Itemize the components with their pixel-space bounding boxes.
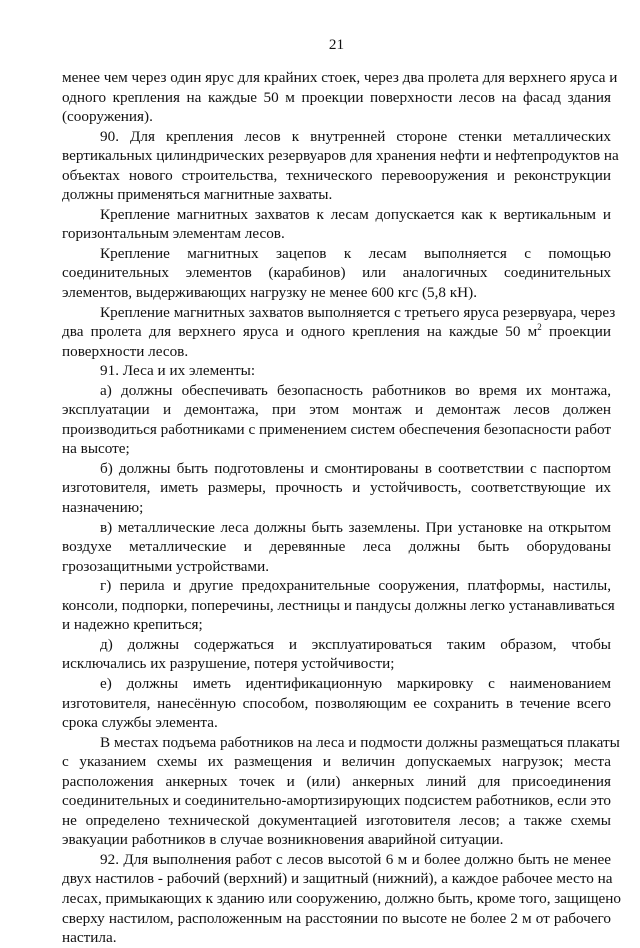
text-line: исключались их разрушение, потеря устойчивости; bbox=[62, 655, 395, 673]
text-line: на высоте; bbox=[62, 440, 130, 458]
text-line: два пролета для верхнего яруса и одного крепления на каждые 50 $м^2$ проекции bbox=[62, 322, 611, 341]
text-line: б) должны быть подготовлены и смонтированы в соответствии с паспортом bbox=[100, 459, 611, 477]
text-line: грозозащитными устройствами. bbox=[62, 557, 270, 575]
paragraph-p0 bbox=[62, 68, 618, 127]
text-line: горизонтальным элементам лесов. bbox=[62, 225, 285, 243]
text-line: консоли, подпорки, поперечины, лестницы и пандусы должны легко устанавливаться bbox=[62, 596, 615, 614]
text-line: г) перила и другие предохранительные сооружения, платформы, настилы, bbox=[100, 577, 611, 595]
document-body bbox=[62, 68, 622, 948]
text-line: д) должны содержаться и эксплуатироваться таким образом, чтобы bbox=[100, 635, 611, 653]
text-line: Крепление магнитных захватов к лесам допускается как к вертикальным и bbox=[100, 205, 611, 223]
text-line: е) должны иметь идентификационную маркировку с наименованием bbox=[100, 674, 611, 692]
paragraph-p91e bbox=[62, 635, 611, 674]
text-line: объектах нового строительства, технического перевооружения и реконструкции bbox=[62, 166, 611, 184]
text-line: эксплуатации и демонтажа, при этом монтаж и демонтаж лесов должен bbox=[62, 401, 611, 419]
paragraph-p91b bbox=[62, 459, 611, 518]
text-line: производиться работниками с применением систем обеспечения безопасности работ bbox=[62, 420, 611, 438]
text-line: (сооружения). bbox=[62, 108, 153, 126]
paragraph-p91d bbox=[62, 576, 615, 635]
text-line: 91. Леса и их элементы: bbox=[100, 362, 256, 380]
paragraph-p90 bbox=[62, 127, 619, 205]
text-line: с указанием схемы их размещения и величин допускаемых нагрузок; места bbox=[62, 753, 611, 771]
text-line: срока службы элемента. bbox=[62, 714, 218, 732]
text-line: поверхности лесов. bbox=[62, 342, 189, 360]
text-line: 92. Для выполнения работ с лесов высотой 6 м и более должно быть не менее bbox=[100, 850, 611, 868]
text-line: сверху настилом, расположенным на расстоянии по высоте не более 2 м от рабочего bbox=[62, 909, 611, 927]
text-line: изготовителя, иметь размеры, прочность и устойчивость, соответствующие их bbox=[62, 479, 611, 497]
paragraph-p91 bbox=[62, 361, 611, 381]
text-line: должны применяться магнитные захваты. bbox=[62, 186, 333, 204]
text-line: назначению; bbox=[62, 499, 144, 517]
paragraph-p91c bbox=[62, 518, 611, 577]
text-line: Крепление магнитных зацепов к лесам выполняется с помощью bbox=[100, 244, 611, 262]
text-line: не определено технической документацией изготовителя лесов; а также схемы bbox=[62, 811, 611, 829]
paragraph-p91g bbox=[62, 733, 620, 850]
paragraph-p90c bbox=[62, 244, 611, 303]
paragraph-p90b bbox=[62, 205, 611, 244]
paragraph-p90d bbox=[62, 303, 616, 362]
text-line: элементов, выдерживающих нагрузку не менее 600 кгс (5,8 кН). bbox=[62, 284, 477, 302]
text-line: двух настилов - рабочий (верхний) и защитный (нижний), а каждое рабочее место на bbox=[62, 870, 613, 888]
text-line: и надежно крепиться; bbox=[62, 616, 203, 634]
paragraph-p91a bbox=[62, 381, 611, 459]
text-line: соединительных и соединительно-амортизирующих подсистем работников, если это bbox=[62, 792, 611, 810]
text-line: расположения анкерных точек и (или) анкерных линий для присоединения bbox=[62, 772, 611, 790]
text-line: настила. bbox=[62, 929, 117, 947]
text-line: менее чем через один ярус для крайних стоек, через два пролета для верхнего яруса и bbox=[62, 69, 618, 86]
paragraph-p91f bbox=[62, 674, 611, 733]
text-line: 90. Для крепления лесов к внутренней стороне стенки металлических bbox=[100, 127, 611, 145]
text-line: лесах, примыкающих к зданию или сооружению, должно быть, кроме того, защищено bbox=[62, 889, 622, 907]
text-line: воздухе металлические и деревянные леса должны быть оборудованы bbox=[62, 538, 611, 556]
text-line: соединительных элементов (карабинов) или аналогичных соединительных bbox=[62, 264, 611, 282]
paragraph-p92 bbox=[62, 850, 622, 948]
text-line: вертикальных цилиндрических резервуаров для хранения нефти и нефтепродуктов на bbox=[62, 147, 619, 165]
text-line: Крепление магнитных захватов выполняется с третьего яруса резервуара, через bbox=[100, 303, 616, 321]
text-line: одного крепления на каждые 50 м проекции поверхности лесов на фасад здания bbox=[62, 88, 611, 106]
text-line: в) металлические леса должны быть заземлены. При установке на открытом bbox=[100, 518, 611, 536]
text-line: эвакуации работников в случае возникновения аварийной ситуации. bbox=[62, 831, 504, 849]
text-line: В местах подъема работников на леса и подмости должны размещаться плакаты bbox=[100, 733, 620, 751]
text-line: а) должны обеспечивать безопасность работников во время их монтажа, bbox=[100, 381, 611, 399]
page-number: 21 bbox=[328, 36, 345, 53]
text-line: изготовителя, нанесённую способом, позволяющим ее сохранить в течение всего bbox=[62, 694, 611, 712]
